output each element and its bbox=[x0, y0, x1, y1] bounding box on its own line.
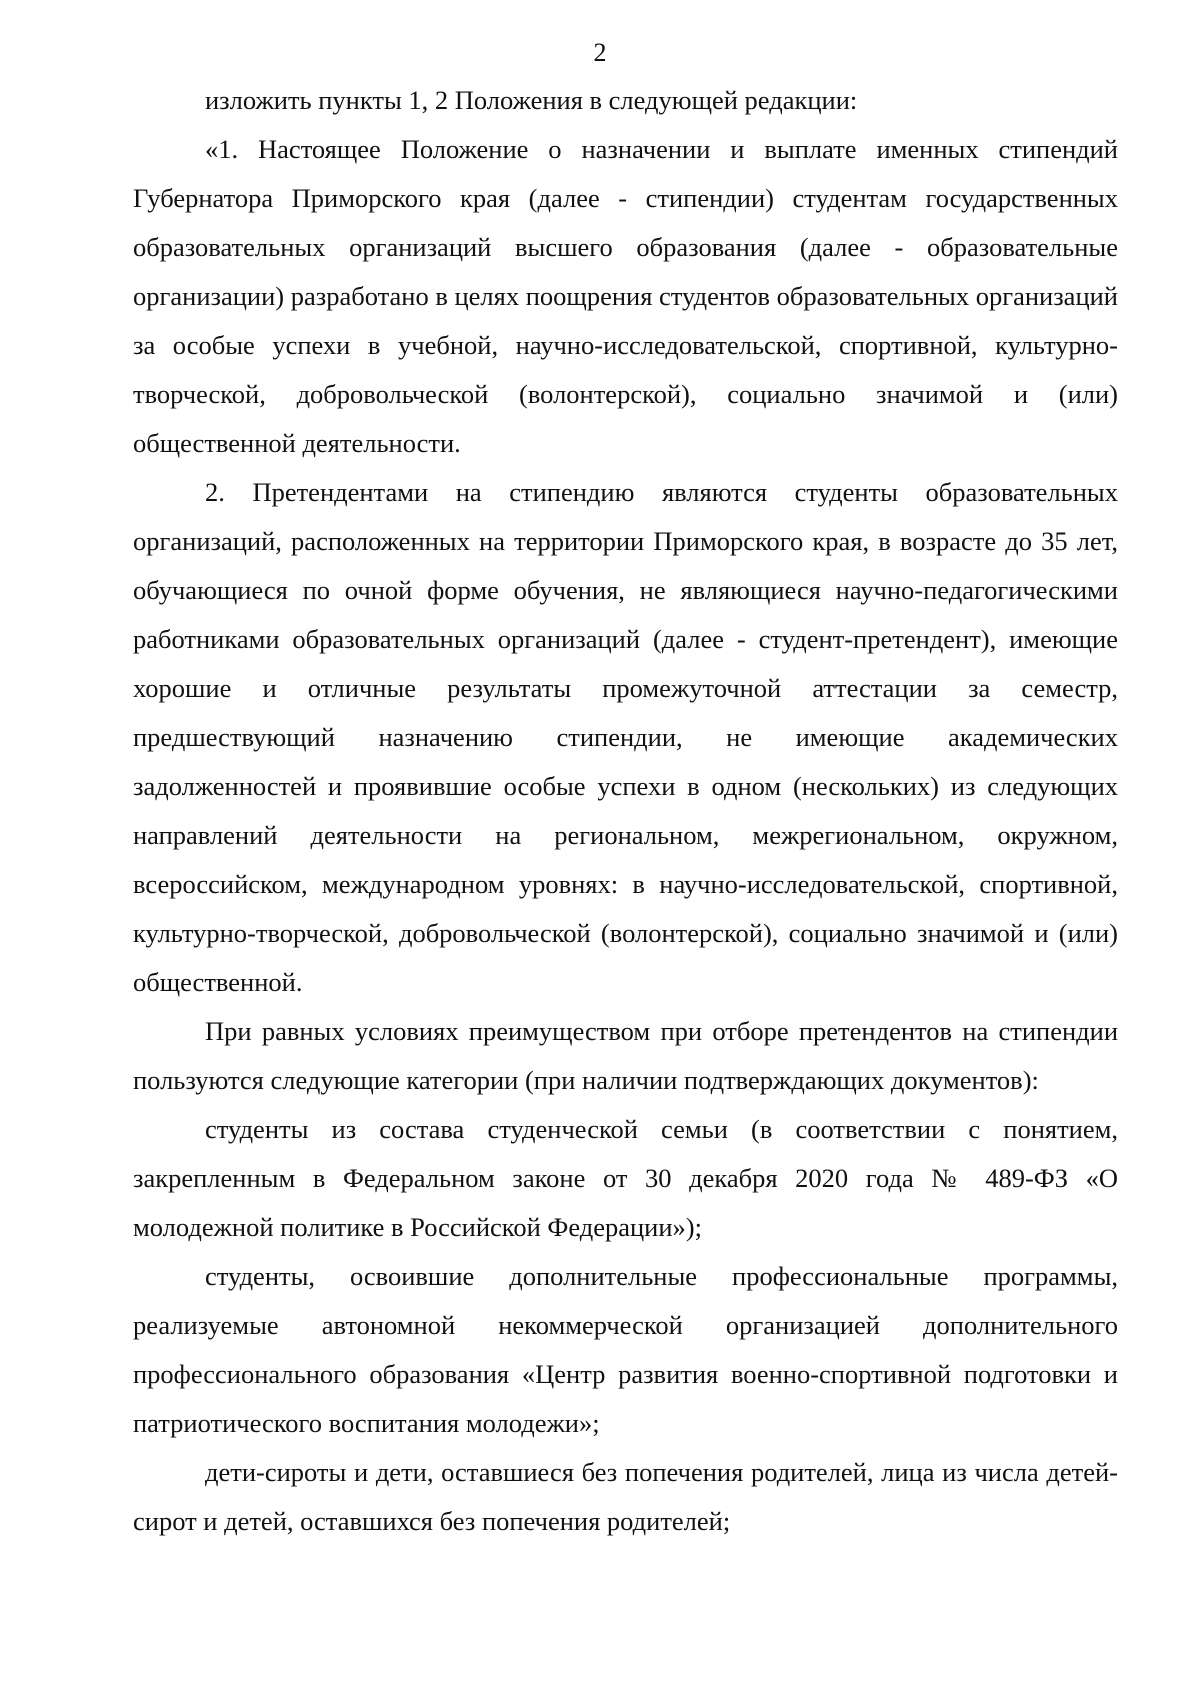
paragraph-intro: изложить пункты 1, 2 Положения в следующей редакции: bbox=[205, 85, 858, 115]
document-body bbox=[133, 76, 1118, 1546]
paragraph-item-1: «1. Настоящее Положение о назначении и выплате именных стипендий Губернатора Приморского края (далее - стипендии) студентам государственных образовательных организаций высшего образования (далее - образовательные организации) разработано в целях поощрения студентов образовательных организаций за особые успехи в учебной, научно-исследовательской, спортивной, культурно-творческой, добровольческой (волонтерской), социально значимой и (или) общественной деятельности. bbox=[133, 134, 1118, 458]
paragraph-additional-programs: студенты, освоившие дополнительные профессиональные программы, реализуемые автономной некоммерческой организацией дополнительного профессионального образования «Центр развития военно-спортивной подготовки и патриотического воспитания молодежи»; bbox=[133, 1261, 1118, 1438]
paragraph-student-family: студенты из состава студенческой семьи (в соответствии с понятием, закрепленным в Федеральном законе от 30 декабря 2020 года № 489-ФЗ «О молодежной политике в Российской Федерации»); bbox=[133, 1114, 1118, 1242]
paragraph-priority-intro: При равных условиях преимуществом при отборе претендентов на стипендии пользуются следующие категории (при наличии подтверждающих документов): bbox=[133, 1016, 1118, 1095]
page-number: 2 bbox=[593, 38, 607, 67]
paragraph-item-2: 2. Претендентами на стипендию являются студенты образовательных организаций, расположенных на территории Приморского края, в возрасте до 35 лет, обучающиеся по очной форме обучения, не являющиеся научно-педагогическими работниками образовательных организаций (далее - студент-претендент), имеющие хорошие и отличные результаты промежуточной аттестации за семестр, предшествующий назначению стипендии, не имеющие академических задолженностей и проявившие особые успехи в одном (нескольких) из следующих направлений деятельности на региональном, межрегиональном, окружном, всероссийском, международном уровнях: в научно-исследовательской, спортивной, культурно-творческой, добровольческой (волонтерской), социально значимой и (или) общественной. bbox=[133, 477, 1118, 997]
paragraph-orphans: дети-сироты и дети, оставшиеся без попечения родителей, лица из числа детей-сирот и детей, оставшихся без попечения родителей; bbox=[133, 1457, 1118, 1536]
